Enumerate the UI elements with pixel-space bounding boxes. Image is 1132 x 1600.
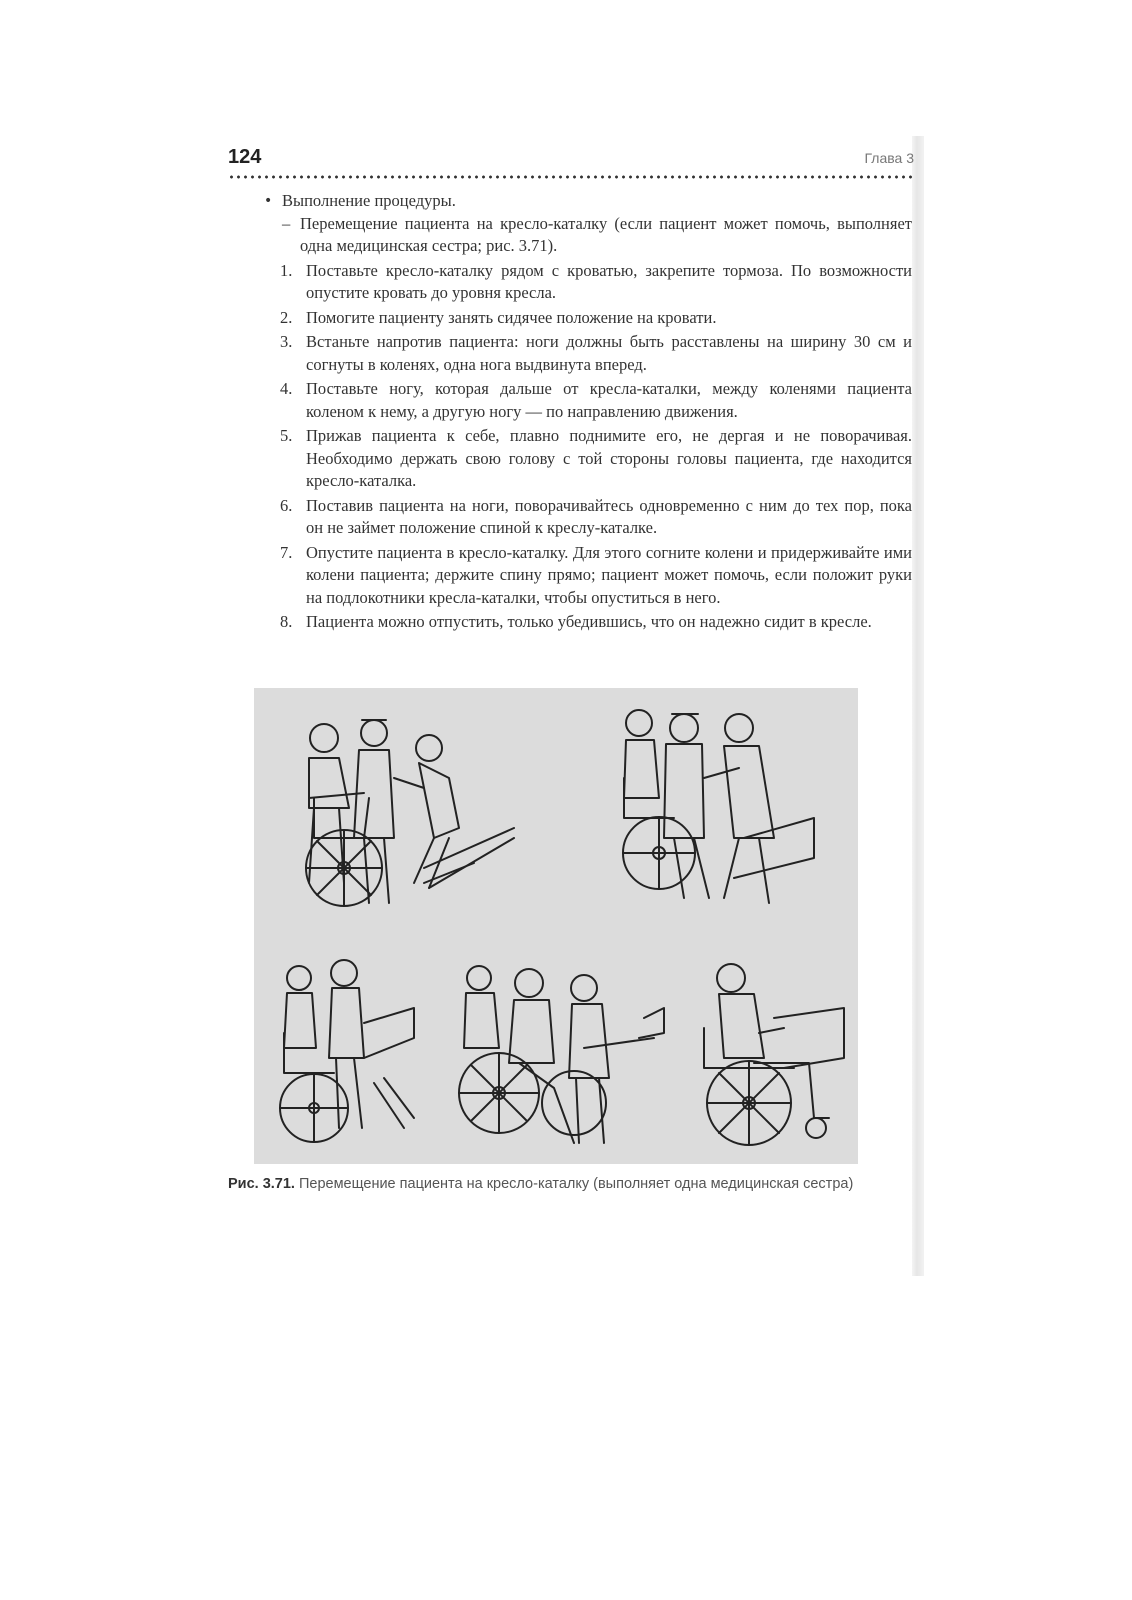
procedure-steps	[262, 260, 912, 634]
step-number: 7.	[280, 542, 293, 562]
step-item	[262, 378, 912, 423]
figure-svg	[254, 688, 858, 1164]
step-number: 3.	[280, 332, 293, 351]
step-number: 5.	[280, 426, 293, 445]
step-item	[262, 260, 912, 305]
page-header	[228, 146, 914, 182]
step-number: 8.	[280, 612, 293, 631]
procedure-text	[262, 190, 912, 634]
caption-label: Рис. 3.71.	[228, 1176, 295, 1192]
panel-2-drawing	[623, 710, 814, 903]
procedure-bullet: • Выполнение процедуры.	[262, 190, 912, 213]
step-number: 4.	[280, 379, 293, 398]
dash-mark: –	[282, 213, 291, 233]
chapter-label: Глава 3	[864, 150, 914, 166]
step-item	[262, 611, 912, 634]
scan-edge-shadow	[912, 136, 924, 1276]
figure-illustration	[254, 688, 858, 1164]
step-text: Прижав пациента к себе, плавно поднимите его, не дергая и не поворачивая. Необходимо держать свою голову с той стороны головы пациента, где находится кресло-каталка.	[306, 426, 912, 490]
figure-caption	[228, 1174, 896, 1194]
panel-1-drawing	[306, 720, 514, 906]
panel-4-drawing	[459, 966, 664, 1143]
step-text: Пациента можно отпустить, только убедившись, что он надежно сидит в кресле.	[306, 612, 872, 631]
step-text: Поставив пациента на ноги, поворачивайтесь одновременно с ним до тех пор, пока он не займет положение спиной к креслу-каталке.	[306, 495, 912, 537]
caption-text: Перемещение пациента на кресло-каталку (выполняет одна медицинская сестра)	[298, 1176, 854, 1192]
header-dotted-rule	[228, 174, 914, 180]
step-item	[262, 331, 912, 376]
step-number: 2.	[280, 307, 293, 327]
dash-item-text: Перемещение пациента на кресло-каталку (если пациент может помочь, выполняет одна медицинская сестра; рис. 3.71).	[300, 213, 912, 255]
step-text: Опустите пациента в кресло-каталку. Для этого согните колени и придерживайте ими колени пациента; держите спину прямо; пациент может помочь, если положит руки на подлокотники кресла-каталки, чтобы опуститься в него.	[306, 542, 912, 607]
panel-3-drawing	[280, 960, 414, 1142]
step-text: Поставьте ногу, которая дальше от кресла-каталки, между коленями пациента коленом к нему, а другую ногу — по направлению движения.	[306, 379, 912, 421]
step-item	[262, 495, 912, 540]
procedure-dash-item	[262, 213, 912, 258]
panel-5-drawing	[704, 964, 844, 1145]
page-number: 124	[228, 146, 262, 168]
step-text: Поставьте кресло-каталку рядом с кроватью, закрепите тормоза. По возможности опустите кровать до уровня кресла.	[306, 260, 912, 302]
step-number: 1.	[280, 260, 293, 280]
step-item	[262, 307, 912, 330]
step-text: Помогите пациенту занять сидячее положение на кровати.	[306, 307, 717, 327]
step-number: 6.	[280, 495, 293, 515]
step-text: Встаньте напротив пациента: ноги должны быть расставлены на ширину 30 см и согнуты в коленях, одна нога выдвинута вперед.	[306, 332, 912, 374]
step-item	[262, 425, 912, 493]
step-item	[262, 542, 912, 610]
